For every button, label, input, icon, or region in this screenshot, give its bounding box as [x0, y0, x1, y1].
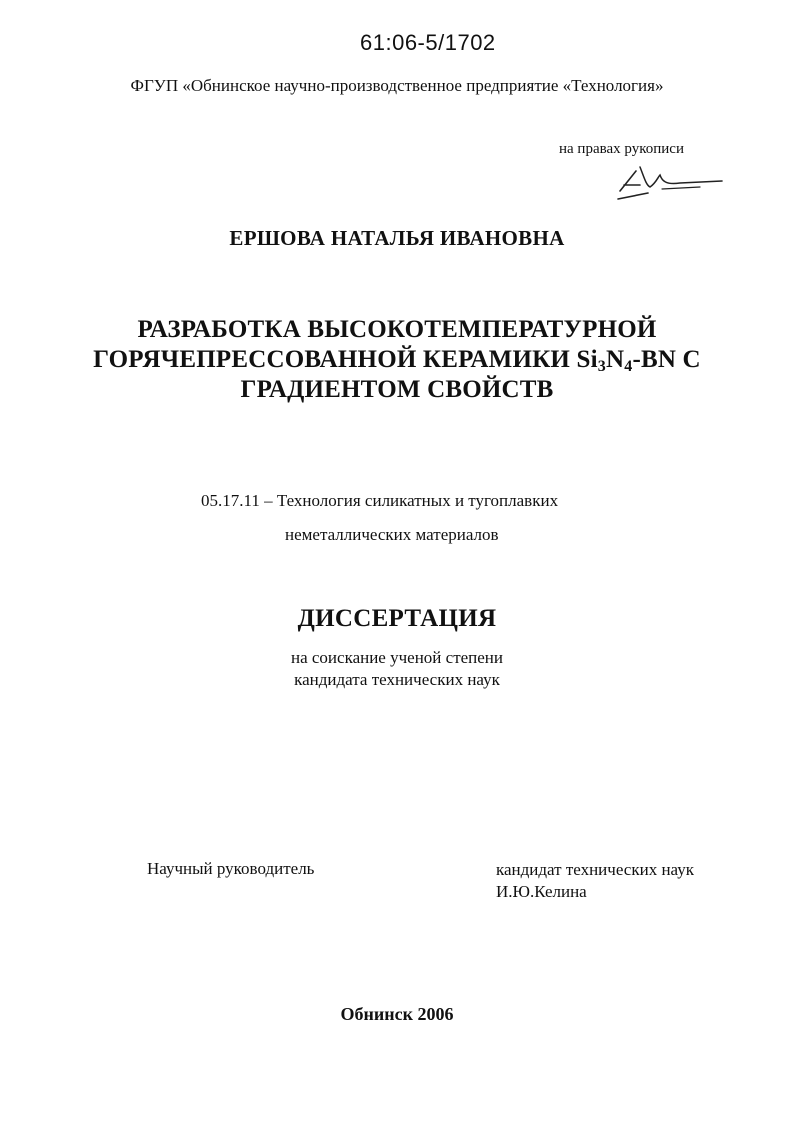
- rights-note: на правах рукописи: [559, 141, 684, 157]
- catalog-stamp: 61:06-5/1702: [360, 30, 496, 55]
- organization-name: ФГУП «Обнинское научно-производственное предприятие «Технология»: [130, 76, 664, 95]
- document-type: ДИССЕРТАЦИЯ: [297, 605, 497, 632]
- title-line-1: РАЗРАБОТКА ВЫСОКОТЕМПЕРАТУРНОЙ: [137, 316, 657, 343]
- title-line-3: ГРАДИЕНТОМ СВОЙСТВ: [240, 376, 554, 403]
- specialty-line-1: 05.17.11 – Технология силикатных и тугоплавких: [201, 491, 559, 510]
- specialty-line-2: неметаллических материалов: [285, 525, 499, 544]
- degree-statement: [0, 647, 794, 691]
- degree-line-1: на соискание ученой степени: [290, 648, 504, 667]
- author-name: ЕРШОВА НАТАЛЬЯ ИВАНОВНА: [229, 226, 565, 250]
- dissertation-title: [0, 315, 794, 405]
- city-year: Обнинск 2006: [340, 1004, 454, 1024]
- supervisor-degree: кандидат технических наук: [496, 860, 694, 879]
- specialty: [201, 484, 558, 552]
- supervisor-name: И.Ю.Келина: [496, 882, 587, 901]
- supervisor-info: [496, 859, 694, 903]
- title-line-2: ГОРЯЧЕПРЕССОВАННОЙ КЕРАМИКИ $Si_3N_4-BN$ С: [93, 346, 701, 375]
- supervisor-label: Научный руководитель: [147, 859, 315, 878]
- handwritten-signature-icon: [610, 163, 725, 203]
- degree-line-2: кандидата технических наук: [294, 670, 500, 689]
